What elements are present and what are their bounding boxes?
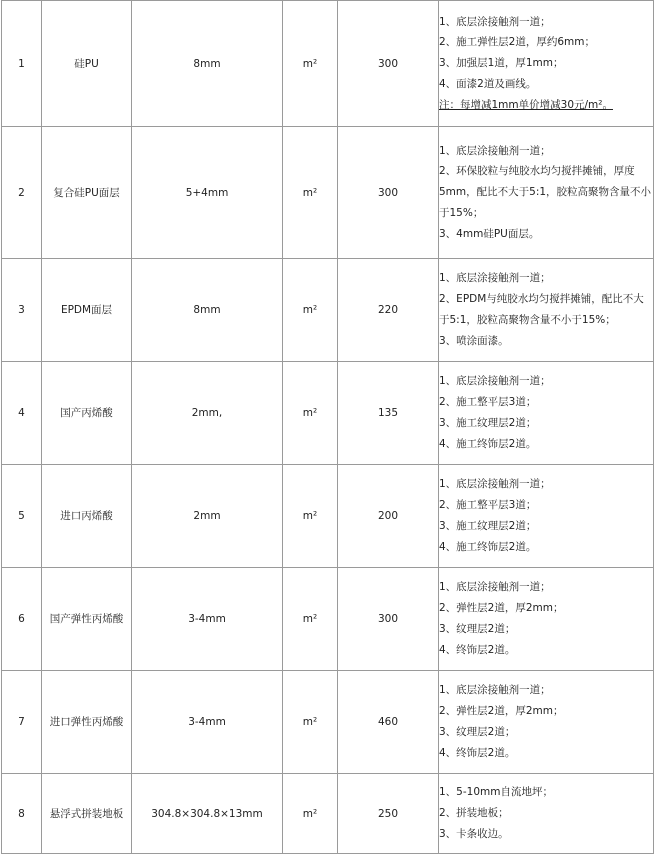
row-number: 2 <box>2 127 42 259</box>
row-number: 7 <box>2 671 42 774</box>
material-name: 硅PU <box>42 1 132 127</box>
step-line: 3、施工纹理层2道； <box>439 520 537 532</box>
table-row <box>2 671 654 774</box>
step-line: 1、底层涂接触剂一道； <box>439 684 551 697</box>
table-row <box>2 1 654 127</box>
unit-price: 300 <box>338 127 439 259</box>
table-row <box>2 259 654 362</box>
unit-price: 200 <box>338 465 439 568</box>
table-row <box>2 362 654 465</box>
step-line: 2、环保胶粒与纯胶水均匀搅拌摊铺，厚度5mm，配比不大于5:1，胶粒高聚物含量不小于15%； <box>439 165 652 219</box>
material-name: 国产丙烯酸 <box>42 362 132 465</box>
table-row <box>2 568 654 671</box>
row-number: 8 <box>2 774 42 854</box>
row-number: 6 <box>2 568 42 671</box>
unit: m² <box>283 568 338 671</box>
step-line: 1、底层涂接触剂一道； <box>439 375 551 388</box>
step-line: 4、面漆2道及画线。 <box>439 77 537 90</box>
step-line: 2、弹性层2道，厚2mm； <box>439 602 564 615</box>
material-name: 国产弹性丙烯酸 <box>42 568 132 671</box>
unit: m² <box>283 1 338 127</box>
price-note: 注：每增减1mm单价增减30元/m²。 <box>439 98 613 111</box>
step-line: 3、纹理层2道； <box>439 623 516 635</box>
thickness-spec: 2mm <box>132 465 283 568</box>
step-line: 4、施工终饰层2道。 <box>439 540 537 553</box>
step-line: 3、纹理层2道； <box>439 726 516 738</box>
unit-price: 300 <box>338 568 439 671</box>
table-row <box>2 127 654 259</box>
step-line: 2、弹性层2道，厚2mm； <box>439 705 564 718</box>
row-number: 3 <box>2 259 42 362</box>
thickness-spec: 3-4mm <box>132 568 283 671</box>
table-body <box>2 1 654 854</box>
step-line: 3、卡条收边。 <box>439 827 509 840</box>
step-line: 2、施工整平层3道； <box>439 396 537 409</box>
thickness-spec: 2mm, <box>132 362 283 465</box>
step-line: 4、终饰层2道。 <box>439 746 516 759</box>
construction-steps <box>439 362 654 465</box>
thickness-spec: 8mm <box>132 259 283 362</box>
unit-price: 250 <box>338 774 439 854</box>
unit-price: 135 <box>338 362 439 465</box>
unit-price: 220 <box>338 259 439 362</box>
step-line: 3、喷涂面漆。 <box>439 334 509 347</box>
material-name: 进口弹性丙烯酸 <box>42 671 132 774</box>
construction-steps <box>439 568 654 671</box>
step-line: 2、拼装地板； <box>439 807 509 820</box>
thickness-spec: 5+4mm <box>132 127 283 259</box>
unit: m² <box>283 465 338 568</box>
unit-price: 300 <box>338 1 439 127</box>
step-line: 1、底层涂接触剂一道； <box>439 478 551 491</box>
unit-price: 460 <box>338 671 439 774</box>
step-line: 1、底层涂接触剂一道； <box>439 581 551 594</box>
unit: m² <box>283 362 338 465</box>
step-line: 1、底层涂接触剂一道； <box>439 144 551 157</box>
step-line: 4、终饰层2道。 <box>439 643 516 656</box>
step-line: 1、底层涂接触剂一道； <box>439 15 551 28</box>
unit: m² <box>283 774 338 854</box>
step-line: 4、施工终饰层2道。 <box>439 437 537 450</box>
step-line: 3、施工纹理层2道； <box>439 417 537 429</box>
construction-steps <box>439 774 654 854</box>
thickness-spec: 304.8×304.8×13mm <box>132 774 283 854</box>
step-line: 2、EPDM与纯胶水均匀搅拌摊铺，配比不大于5:1，胶粒高聚物含量不小于15%； <box>439 293 644 326</box>
material-name: EPDM面层 <box>42 259 132 362</box>
step-line: 1、底层涂接触剂一道； <box>439 272 551 285</box>
construction-steps <box>439 671 654 774</box>
unit: m² <box>283 127 338 259</box>
step-line: 2、施工弹性层2道，厚约6mm； <box>439 36 595 49</box>
material-name: 进口丙烯酸 <box>42 465 132 568</box>
row-number: 4 <box>2 362 42 465</box>
table-row <box>2 465 654 568</box>
material-name: 悬浮式拼装地板 <box>42 774 132 854</box>
unit: m² <box>283 671 338 774</box>
row-number: 1 <box>2 1 42 127</box>
thickness-spec: 8mm <box>132 1 283 127</box>
row-number: 5 <box>2 465 42 568</box>
step-line: 3、4mm硅PU面层。 <box>439 227 540 240</box>
thickness-spec: 3-4mm <box>132 671 283 774</box>
table-row <box>2 774 654 854</box>
step-line: 1、5-10mm自流地坪； <box>439 786 553 799</box>
material-name: 复合硅PU面层 <box>42 127 132 259</box>
construction-steps <box>439 465 654 568</box>
price-spec-table <box>1 0 654 854</box>
construction-steps <box>439 127 654 259</box>
construction-steps <box>439 1 654 127</box>
step-line: 3、加强层1道，厚1mm； <box>439 57 564 70</box>
unit: m² <box>283 259 338 362</box>
construction-steps <box>439 259 654 362</box>
step-line: 2、施工整平层3道； <box>439 499 537 512</box>
